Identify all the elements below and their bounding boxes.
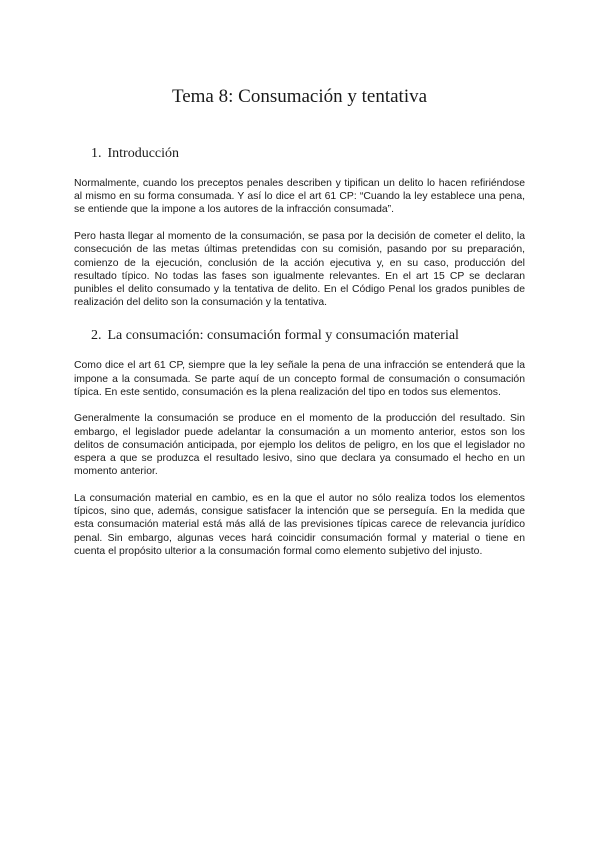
document-title: Tema 8: Consumación y tentativa: [171, 86, 428, 107]
paragraph: Generalmente la consumación se produce en el momento de la producción del resultado. Sin embargo, el legislador puede adelantar la consumación a un momento anterior, estos son los delitos de consumación anticipada, por ejemplo los delitos de peligro, en los que el legislador no espera a que se produzca el resultado lesivo, sino que declara ya consumado el hecho en un momento anterior.: [74, 413, 525, 478]
paragraph: Normalmente, cuando los preceptos penales describen y tipifican un delito lo hacen refiriéndose al mismo en su forma consumada. Y así lo dice el art 61 CP: “Cuando la ley establece una pena, se entiende que la impone a los autores de la infracción consumada”.: [74, 178, 525, 216]
section-heading-consumacion: [91, 327, 525, 345]
section-number: 1.: [91, 146, 102, 161]
paragraph: Como dice el art 61 CP, siempre que la ley señale la pena de una infracción se entenderá que la impone a la consumada. Se parte aquí de un concepto formal de consumación o consumación típica. En este sentido, consumación es la plena realización del tipo en todos sus elementos.: [74, 360, 525, 398]
section-heading-introduccion: [91, 145, 525, 163]
paragraph: La consumación material en cambio, es en la que el autor no sólo realiza todos los elementos típicos, sino que, además, consigue satisfacer la intención que se perseguía. En la medida que esta consumación material está más allá de las previsiones típicas carece de relevancia jurídico penal. Sin embargo, algunas veces hará coincidir consumación formal y material o tiene en cuenta el propósito ulterior a la consumación formal como elemento subjetivo del injusto.: [74, 492, 525, 557]
section-title: La consumación: consumación formal y consumación material: [107, 328, 459, 344]
section-title: Introducción: [107, 146, 180, 161]
section-number: 2.: [91, 328, 102, 344]
paragraph: Pero hasta llegar al momento de la consumación, se pasa por la decisión de cometer el delito, la consecución de las metas últimas pretendidas con su comisión, pasando por su preparación, comienzo de la ejecución, conclusión de la acción ejecutiva y, en su caso, producción del resultado típico. No todas las fases son igualmente relevantes. En el art 15 CP se declaran punibles el delito consumado y la tentativa de delito. En el Código Penal los grados punibles de realización del delito son la consumación y la tentativa.: [74, 231, 525, 309]
